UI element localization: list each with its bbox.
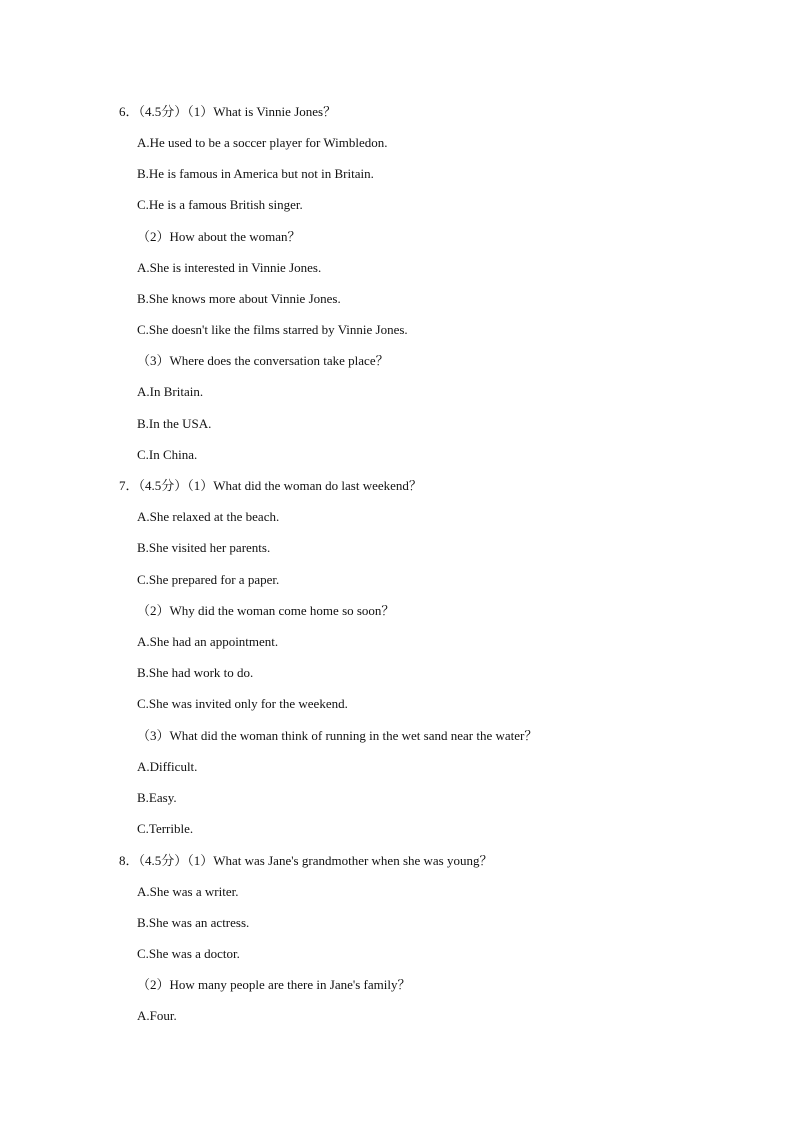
q7-3-option-b: B.Easy. xyxy=(137,790,177,805)
q6-3-option-b: B.In the USA. xyxy=(137,416,212,431)
q6-3-option-a: A.In Britain. xyxy=(137,384,204,399)
q6-2-option-b: B.She knows more about Vinnie Jones. xyxy=(137,291,341,306)
q7-2-option-c: C.She was invited only for the weekend. xyxy=(137,696,348,711)
question-7-header: 7．（4.5分）（1）What did the woman do last weekend？ xyxy=(119,478,422,493)
q8-2-prompt: （2）How many people are there in Jane's family？ xyxy=(137,977,411,992)
q6-1-option-a: A.He used to be a soccer player for Wimbledon. xyxy=(137,135,388,150)
q7-3-option-c: C.Terrible. xyxy=(137,821,194,836)
q8-1-option-c: C.She was a doctor. xyxy=(137,946,240,961)
q7-1-option-c: C.She prepared for a paper. xyxy=(137,572,280,587)
q7-2-prompt: （2）Why did the woman come home so soon？ xyxy=(137,603,395,618)
q6-2-prompt: （2）How about the woman？ xyxy=(137,229,301,244)
q7-3-prompt: （3）What did the woman think of running in the wet sand near the water？ xyxy=(137,728,538,743)
q6-1-option-b: B.He is famous in America but not in Britain. xyxy=(137,166,374,181)
q8-2-option-a: A.Four. xyxy=(137,1008,177,1023)
q6-2-option-c: C.She doesn't like the films starred by Vinnie Jones. xyxy=(137,322,408,337)
q7-2-option-b: B.She had work to do. xyxy=(137,665,254,680)
q7-3-option-a: A.Difficult. xyxy=(137,759,198,774)
q6-3-prompt: （3）Where does the conversation take place？ xyxy=(137,353,389,368)
q8-1-option-b: B.She was an actress. xyxy=(137,915,250,930)
question-8-header: 8．（4.5分）（1）What was Jane's grandmother when she was young？ xyxy=(119,853,493,868)
q6-2-option-a: A.She is interested in Vinnie Jones. xyxy=(137,260,322,275)
q7-1-option-b: B.She visited her parents. xyxy=(137,540,271,555)
question-6-header: 6．（4.5分）（1）What is Vinnie Jones？ xyxy=(119,104,337,119)
q7-1-option-a: A.She relaxed at the beach. xyxy=(137,509,280,524)
q7-2-option-a: A.She had an appointment. xyxy=(137,634,279,649)
q6-3-option-c: C.In China. xyxy=(137,447,198,462)
q6-1-option-c: C.He is a famous British singer. xyxy=(137,197,303,212)
q8-1-option-a: A.She was a writer. xyxy=(137,884,239,899)
